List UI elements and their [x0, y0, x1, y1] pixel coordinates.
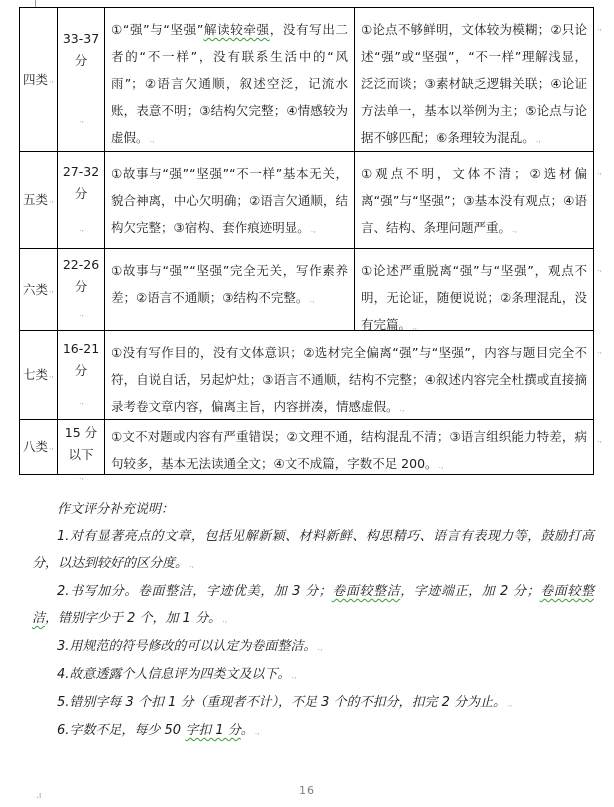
cell-end-mark: .,	[291, 671, 297, 680]
cell-end-mark: .,	[48, 195, 55, 204]
row-end-mark: .,	[597, 435, 603, 444]
criteria-merged-cell: ①没有写作目的，没有文体意识；②选材完全偏离“强”与“坚强”，内容与题目完全不符，自说自话，另起炉灶；③语言不通顺，结构不完整；④叙述内容完全杜撰或直接摘录考卷文章内容，偏离主旨，内容拼凑，情感虚假。.,	[105, 331, 594, 420]
score-cell: 33-37 分 .,	[58, 8, 105, 152]
cell-end-mark: .,	[310, 225, 316, 234]
note-item: 5.错别字每 3 个扣 1 分（重现者不计），不足 3 个的不扣分，扣完 2 分为止。.,	[57, 695, 513, 710]
category-cell: 五类 .,	[20, 152, 58, 249]
supplementary-notes	[32, 496, 594, 745]
ruler-tick-mark	[35, 0, 36, 7]
cell-end-mark: .,	[317, 643, 323, 652]
cell-end-mark: .,	[78, 223, 85, 233]
spellcheck-squiggle: 卷面较整洁	[331, 584, 401, 599]
category-cell: 六类 .,	[20, 249, 58, 331]
cell-end-mark: .,	[507, 699, 513, 708]
cell-end-mark: .,	[189, 560, 195, 569]
footer-paragraph-mark: .ı	[36, 791, 42, 801]
cell-end-mark: .,	[309, 295, 315, 304]
score-cell: 16-21 分 .,	[58, 331, 105, 420]
score-cell: 22-26 分 .,	[58, 249, 105, 331]
cell-end-mark: .,	[78, 114, 85, 124]
note-item: 2.书写加分。卷面整洁，字迹优美，加 3 分；卷面较整洁，字迹端正，加 2 分；卷面较整洁，错别字少于 2 个，加 1 分。.,	[32, 584, 594, 626]
category-cell: 八类 .,	[20, 420, 58, 475]
cell-end-mark: .,	[48, 442, 55, 451]
cell-end-mark: .,	[254, 727, 260, 736]
criteria-merged-cell: ①文不对题或内容有严重错误；②文理不通，结构混乱不清；③语言组织能力特差，病句较多，基本无法读通全文；④文不成篇，字数不足 200。.,	[105, 420, 594, 475]
cell-end-mark: .,	[412, 322, 418, 331]
spellcheck-squiggle: 解读较牵强	[203, 22, 270, 37]
cell-end-mark: .,	[149, 135, 155, 144]
spellcheck-squiggle: 卷面较整洁	[32, 584, 594, 626]
cell-end-mark: .,	[535, 135, 541, 144]
cell-end-mark: .,	[48, 284, 55, 294]
row-end-mark: .,	[597, 346, 603, 355]
notes-title: 作文评分补充说明：	[57, 502, 175, 517]
cell-end-mark: .,	[78, 396, 85, 406]
note-item: 3.用规范的符号修改的可以认定为卷面整洁。.,	[57, 639, 323, 654]
cell-end-mark: .,	[222, 615, 228, 624]
cell-end-mark: .,	[48, 74, 55, 84]
criteria-narrative-cell: ①故事与“强”“坚强”“不一样”基本无关，貌合神离，中心欠明确；②语言欠通顺，结构欠完整；③宿构、套作痕迹明显。.,	[105, 152, 355, 249]
category-cell: 七类 .,	[20, 331, 58, 420]
row-end-mark: .,	[597, 264, 603, 273]
rubric-table	[19, 7, 594, 481]
row-end-mark: .,	[597, 23, 603, 32]
criteria-argumentative-cell: ①观点不明，文体不清；②选材偏离“强”与“坚强”；③基本没有观点；④语言、结构、条理问题严重。.,	[355, 152, 594, 249]
score-cell: 15 分以下 .,	[58, 420, 105, 475]
category-cell: 四类 .,	[20, 8, 58, 152]
note-item: 6.字数不足，每少 50 字扣 1 分。.,	[57, 723, 260, 738]
row-end-mark: .,	[597, 167, 603, 176]
cell-end-mark: .,	[512, 225, 518, 234]
criteria-argumentative-cell: ①论述严重脱离“强”与“坚强”，观点不明，无论证，随便说说；②条理混乱，没有完篇。.,	[355, 249, 594, 331]
cell-end-mark: .,	[399, 404, 405, 413]
cell-end-mark: .,	[78, 309, 85, 319]
cell-end-mark: .,	[438, 461, 444, 470]
criteria-narrative-cell: ①故事与“强”“坚强”完全无关，写作素养差；②语言不通顺；③结构不完整。.,	[105, 249, 355, 331]
criteria-argumentative-cell: ①论点不够鲜明，文体较为模糊；②只论述“强”或“坚强”，“不一样”理解浅显，泛泛而谈；③素材缺乏逻辑关联；④论证方法单一，基本以举例为主；⑤论点与论据不够匹配；⑥条理较为混乱。.,	[355, 8, 594, 152]
spellcheck-squiggle: 字扣 1 分	[185, 723, 241, 738]
note-item: 1.对有显著亮点的文章，包括见解新颖、材料新鲜、构思精巧、语言有表现力等，鼓励打高分，以达到较好的区分度。.,	[32, 529, 594, 571]
score-cell: 27-32 分 .,	[58, 152, 105, 249]
criteria-narrative-cell: ①“强”与“坚强”解读较牵强，没有写出二者的“不一样”，没有联系生活中的“风雨”；②语言欠通顺，叙述空泛，记流水账，表意不明；③结构欠完整；④情感较为虚假。.,	[105, 8, 355, 152]
note-item: 4.故意透露个人信息评为四类文及以下。.,	[57, 667, 297, 682]
page-number: 16	[299, 784, 315, 797]
cell-end-mark: .,	[78, 472, 85, 481]
cell-end-mark: .,	[48, 370, 55, 379]
